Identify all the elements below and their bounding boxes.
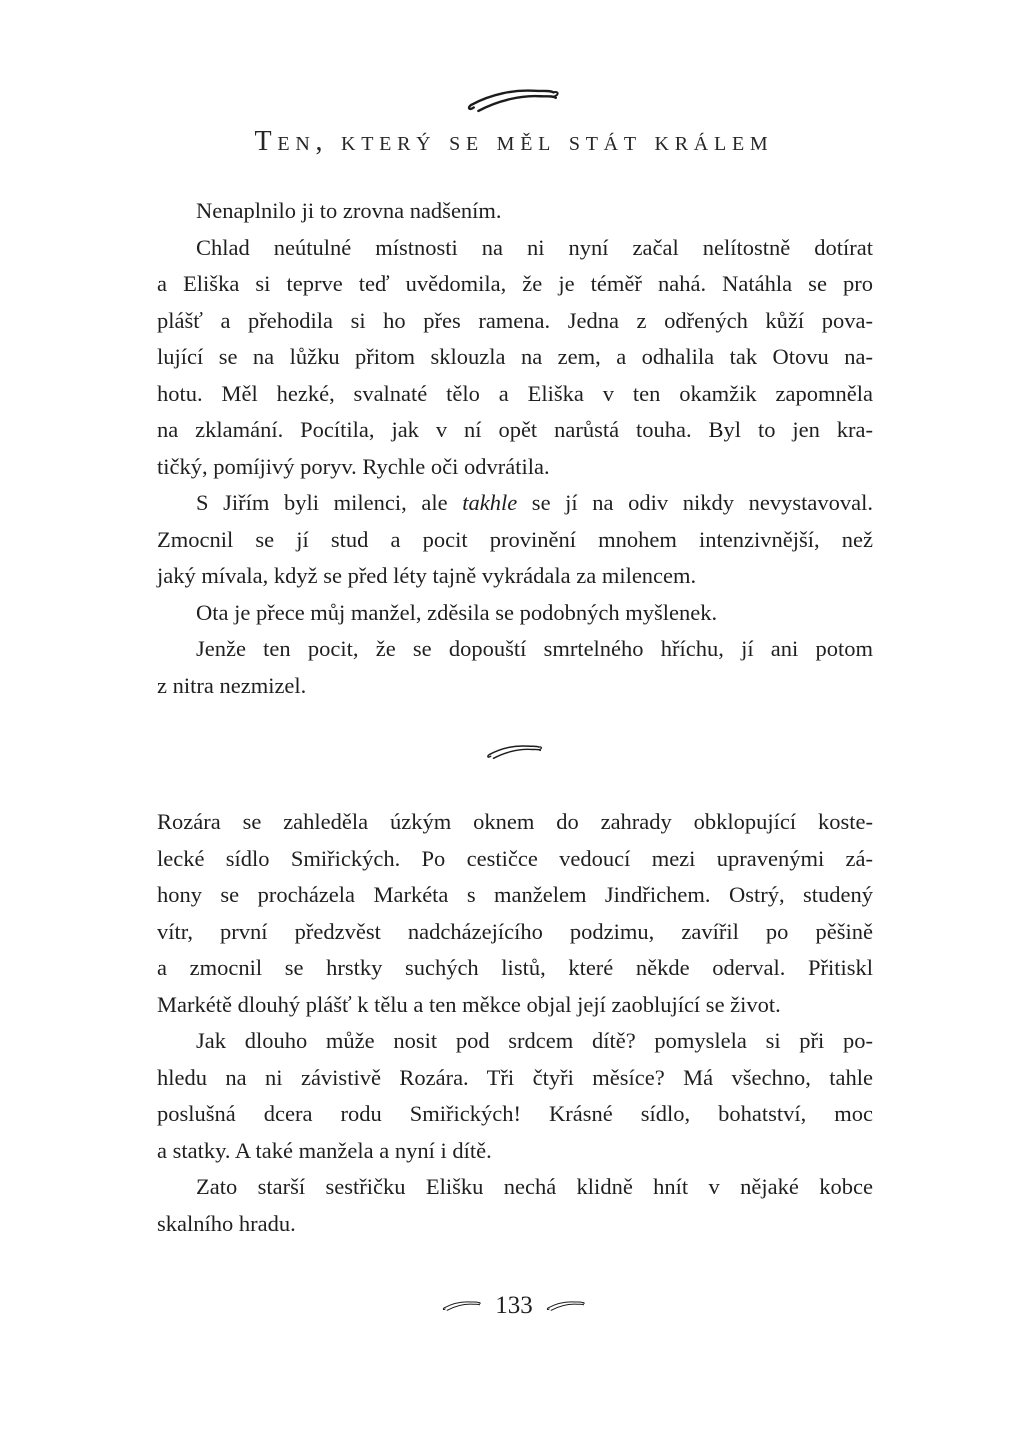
body-text [157,193,873,1242]
paragraph [157,485,873,595]
paragraph [157,631,873,704]
page-footer [0,1292,1028,1320]
text-line: plášť a přehodila si ho přes ramena. Jedna z odřených kůží pova- [157,307,873,333]
swash-ornament-icon [546,1299,586,1313]
text-line: hotu. Měl hezké, svalnaté tělo a Eliška v ten okamžik zapomněla [157,380,873,406]
text-line: na zklamání. Pocítila, jak v ní opět narůstá touha. Byl to jen kra- [157,417,873,442]
paragraph [157,595,873,632]
text-line: Nenaplnilo ji to zrovna nadšením. [196,198,502,223]
text-line: tičký, pomíjivý poryv. Rychle oči odvrátila. [157,453,550,479]
text-line: lující se na lůžku přitom sklouzla na zem, a odhalila tak Otovu na- [157,344,873,369]
text-line: a zmocnil se hrstky suchých listů, které někde oderval. Přitiskl [157,955,873,980]
text-line: hony se procházela Markéta s manželem Jindřichem. Ostrý, studený [157,882,873,907]
text-line: lecké sídlo Smiřických. Po cestičce vedoucí mezi upravenými zá- [157,845,873,871]
text-line: Jenže ten pocit, že se dopouští smrtelného hříchu, jí ani potom [196,636,873,661]
text-line: Jak dlouho může nosit pod srdcem dítě? pomyslela si při po- [196,1028,873,1053]
text-line: skalního hradu. [157,1210,296,1236]
text-line: z nitra nezmizel. [157,672,307,698]
text-line: Zmocnil se jí stud a pocit provinění mnohem intenzivnější, než [157,526,873,552]
text-line: poslušná dcera rodu Smiřických! Krásné sídlo, bohatství, moc [157,1101,873,1126]
running-head: Ten, který se měl stát králem [254,126,774,157]
text-line: vítr, první předzvěst nadcházejícího podzimu, zavířil po pěšině [157,918,873,944]
text-line: hledu na ni závistivě Rozára. Tři čtyři měsíce? Má všechno, tahle [157,1064,873,1090]
text-line: S Jiřím byli milenci, ale takhle se jí na odiv nikdy nevystavoval. [196,490,873,515]
text-line: Zato starší sestřičku Elišku nechá klidně hnít v nějaké kobce [196,1174,873,1199]
swash-ornament-icon [466,84,562,117]
text-line: Ota je přece můj manžel, zděsila se podobných myšlenek. [196,599,718,625]
section-break-ornament [157,740,873,764]
text-line: Markétě dlouhý plášť k tělu a ten měkce objal její zaoblující se život. [157,991,781,1017]
paragraph [157,804,873,1023]
footer-right-ornament [546,1299,586,1313]
swash-ornament-icon [442,1299,482,1313]
footer-left-ornament [442,1299,482,1313]
chapter-ornament [0,84,1028,117]
paragraph [157,1169,873,1242]
page-number: 133 [495,1292,533,1319]
paragraph [157,230,873,486]
swash-ornament-icon [486,742,544,762]
paragraph [157,1023,873,1169]
text-line: Rozára se zahleděla úzkým oknem do zahrady obklopující koste- [157,809,873,834]
text-line: a Eliška si teprve teď uvědomila, že je téměř nahá. Natáhla se pro [157,271,873,296]
text-line: a statky. A také manžela a nyní i dítě. [157,1137,492,1163]
text-line: jaký mívala, když se před léty tajně vykrádala za milencem. [157,563,697,588]
text-line: Chlad neútulné místnosti na ni nyní začal nelítostně dotírat [196,234,873,260]
paragraph [157,193,873,230]
